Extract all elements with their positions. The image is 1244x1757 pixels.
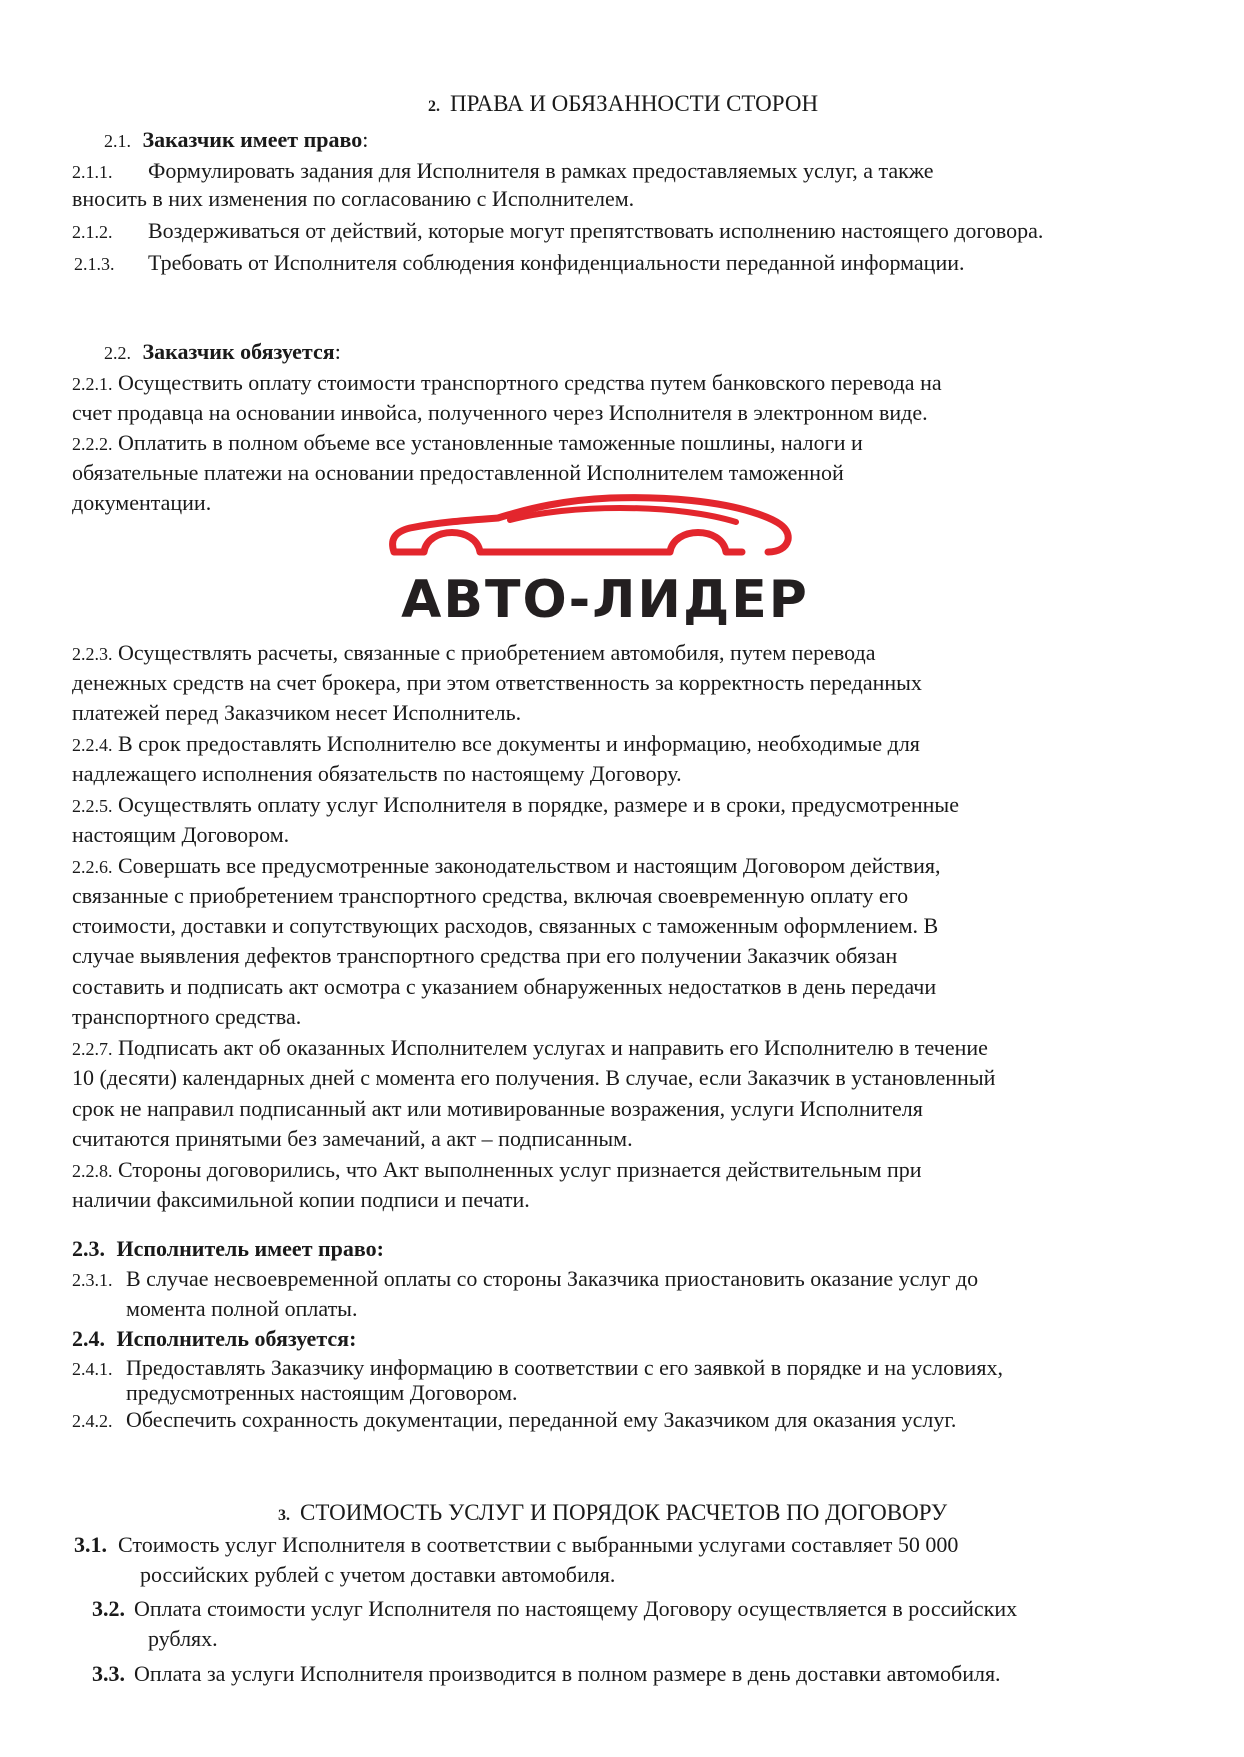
clause-text: наличии факсимильной копии подписи и печати. [72, 1187, 530, 1212]
clause-number: 3.2. [92, 1596, 125, 1621]
clause-text: российских рублей с учетом доставки автомобиля. [140, 1562, 616, 1587]
subsection-title: Заказчик имеет право [142, 127, 363, 152]
clause-text: Обеспечить сохранность документации, переданной ему Заказчиком для оказания услуг. [126, 1407, 957, 1432]
clause-text: денежных средств на счет брокера, при этом ответственность за корректность переданных [72, 670, 922, 695]
clause-text: предусмотренных настоящим Договором. [126, 1380, 518, 1405]
clause-number: 2.3.1. [72, 1270, 113, 1290]
clause-2-2-3-cont [72, 670, 922, 696]
clause-2-2-7-cont [72, 1065, 995, 1091]
clause-2-4-2 [72, 1407, 956, 1434]
clause-text: Совершать все предусмотренные законодательством и настоящим Договором действия, [118, 853, 941, 878]
clause-text: связанные с приобретением транспортного средства, включая своевременную оплату его [72, 883, 909, 908]
subsection-number: 2.3. [72, 1236, 105, 1261]
clause-text: случае выявления дефектов транспортного средства при его получении Заказчик обязан [72, 943, 898, 968]
clause-text: 10 (десяти) календарных дней с момента его получения. В случае, если Заказчик в установленный [72, 1065, 996, 1090]
clause-text: Стоимость услуг Исполнителя в соответствии с выбранными услугами составляет 50 000 [118, 1532, 959, 1557]
company-logo [380, 492, 830, 632]
clause-text: Осуществить оплату стоимости транспортного средства путем банковского перевода на [118, 370, 942, 395]
clause-2-3-1 [72, 1266, 978, 1293]
clause-2-2-6-cont [72, 974, 936, 1000]
clause-number: 2.2.8. [72, 1161, 113, 1181]
section-number: 2. [428, 98, 440, 115]
clause-2-2-3 [72, 640, 876, 667]
section-number: 3. [278, 1507, 290, 1524]
clause-2-2-1-cont [72, 400, 928, 426]
clause-2-4-1-cont [126, 1380, 518, 1406]
clause-text: надлежащего исполнения обязательств по настоящему Договору. [72, 761, 682, 786]
clause-3-3 [92, 1661, 1001, 1687]
clause-text: Оплатить в полном объеме все установленные таможенные пошлины, налоги и [118, 430, 863, 455]
clause-text: Осуществлять расчеты, связанные с приобретением автомобиля, путем перевода [118, 640, 876, 665]
section-title: ПРАВА И ОБЯЗАННОСТИ СТОРОН [450, 91, 819, 116]
clause-2-2-3-cont [72, 700, 521, 726]
clause-3-1-cont [140, 1562, 615, 1588]
clause-number: 2.2.6. [72, 857, 113, 877]
section-2-heading [428, 90, 818, 121]
clause-text: счет продавца на основании инвойса, полученного через Исполнителя в электронном виде. [72, 400, 928, 425]
subsection-title: Исполнитель обязуется: [116, 1326, 357, 1351]
clause-2-2-8-cont [72, 1187, 530, 1213]
clause-number: 3.1. [74, 1532, 107, 1557]
clause-text: вносить в них изменения по согласованию с Исполнителем. [72, 186, 635, 211]
clause-number: 2.1.3. [74, 254, 115, 274]
clause-number: 2.2.4. [72, 735, 113, 755]
clause-3-2-cont [148, 1626, 218, 1652]
clause-2-2-2 [72, 430, 863, 457]
clause-text: платежей перед Заказчиком несет Исполнитель. [72, 700, 522, 725]
subsection-title: Заказчик обязуется [142, 339, 335, 364]
clause-2-2-8 [72, 1157, 922, 1184]
clause-2-3-1-cont [126, 1296, 357, 1322]
subsection-number: 2.1. [104, 131, 131, 151]
clause-text: документации. [72, 490, 212, 515]
section-3-heading [278, 1499, 947, 1530]
clause-2-2-6-cont [72, 1004, 301, 1030]
clause-text: Требовать от Исполнителя соблюдения конфиденциальности переданной информации. [148, 250, 965, 275]
section-title: СТОИМОСТЬ УСЛУГ И ПОРЯДОК РАСЧЕТОВ ПО ДОГОВОРУ [300, 1500, 948, 1525]
clause-2-2-2-cont [72, 460, 844, 486]
clause-text: обязательные платежи на основании предоставленной Исполнителем таможенной [72, 460, 844, 485]
clause-2-2-5-cont [72, 822, 289, 848]
clause-text: Оплата за услуги Исполнителя производится в полном размере в день доставки автомобиля. [134, 1661, 1001, 1686]
subsection-2-3-heading [72, 1236, 384, 1262]
clause-text: Стороны договорились, что Акт выполненных услуг признается действительным при [118, 1157, 922, 1182]
clause-2-2-6-cont [72, 883, 908, 909]
clause-text: Осуществлять оплату услуг Исполнителя в порядке, размере и в сроки, предусмотренные [118, 792, 959, 817]
clause-2-2-5 [72, 792, 959, 819]
clause-2-2-4-cont [72, 761, 682, 787]
clause-text: транспортного средства. [72, 1004, 302, 1029]
clause-text: срок не направил подписанный акт или мотивированные возражения, услуги Исполнителя [72, 1096, 923, 1121]
clause-text: Оплата стоимости услуг Исполнителя по настоящему Договору осуществляется в российских [134, 1596, 1018, 1621]
clause-2-1-1-cont [72, 186, 634, 212]
subsection-colon: : [334, 339, 341, 364]
clause-text: момента полной оплаты. [126, 1296, 358, 1321]
clause-3-2 [92, 1596, 1017, 1622]
clause-number: 2.4.1. [72, 1359, 113, 1379]
clause-text: Предоставлять Заказчику информацию в соответствии с его заявкой в порядке и на условиях, [126, 1355, 1003, 1380]
clause-text: рублях. [148, 1626, 218, 1651]
clause-3-1 [74, 1532, 958, 1558]
clause-2-2-6 [72, 853, 941, 880]
clause-number: 2.2.1. [72, 374, 113, 394]
subsection-2-2-heading [104, 339, 341, 366]
clause-number: 2.2.7. [72, 1039, 113, 1059]
clause-text: Подписать акт об оказанных Исполнителем услугах и направить его Исполнителю в течение [118, 1035, 988, 1060]
clause-2-4-1 [72, 1355, 1003, 1382]
subsection-colon: : [362, 127, 369, 152]
clause-number: 2.2.2. [72, 434, 113, 454]
clause-2-2-6-cont [72, 943, 897, 969]
clause-text: составить и подписать акт осмотра с указанием обнаруженных недостатков в день передачи [72, 974, 937, 999]
subsection-2-4-heading [72, 1326, 356, 1352]
clause-number: 2.2.5. [72, 796, 113, 816]
subsection-title: Исполнитель имеет право: [116, 1236, 384, 1261]
subsection-2-1-heading [104, 127, 368, 154]
clause-2-2-4 [72, 731, 920, 758]
subsection-number: 2.4. [72, 1326, 105, 1351]
clause-2-2-1 [72, 370, 942, 397]
clause-2-2-7-cont [72, 1126, 633, 1152]
clause-2-2-6-cont [72, 913, 938, 939]
logo-text: АВТО-ЛИДЕР [401, 570, 809, 630]
clause-number: 2.4.2. [72, 1411, 113, 1431]
clause-2-1-3 [74, 250, 965, 277]
clause-2-2-7-cont [72, 1096, 923, 1122]
clause-text: В срок предоставлять Исполнителю все документы и информацию, необходимые для [118, 731, 920, 756]
clause-number: 2.1.1. [72, 162, 113, 182]
clause-text: В случае несвоевременной оплаты со стороны Заказчика приостановить оказание услуг до [126, 1266, 979, 1291]
clause-number: 2.2.3. [72, 644, 113, 664]
clause-2-2-7 [72, 1035, 988, 1062]
clause-text: стоимости, доставки и сопутствующих расходов, связанных с таможенным оформлением. В [72, 913, 939, 938]
clause-number: 2.1.2. [72, 222, 113, 242]
clause-text: Воздерживаться от действий, которые могут препятствовать исполнению настоящего договора. [148, 218, 1044, 243]
clause-text: настоящим Договором. [72, 822, 290, 847]
clause-2-1-1 [72, 158, 934, 185]
subsection-number: 2.2. [104, 343, 131, 363]
car-silhouette-icon [380, 492, 830, 582]
clause-2-1-2 [72, 218, 1043, 245]
clause-2-2-2-cont [72, 490, 211, 516]
clause-number: 3.3. [92, 1661, 125, 1686]
clause-text: считаются принятыми без замечаний, а акт – подписанным. [72, 1126, 633, 1151]
clause-text: Формулировать задания для Исполнителя в рамках предоставляемых услуг, а также [148, 158, 934, 183]
